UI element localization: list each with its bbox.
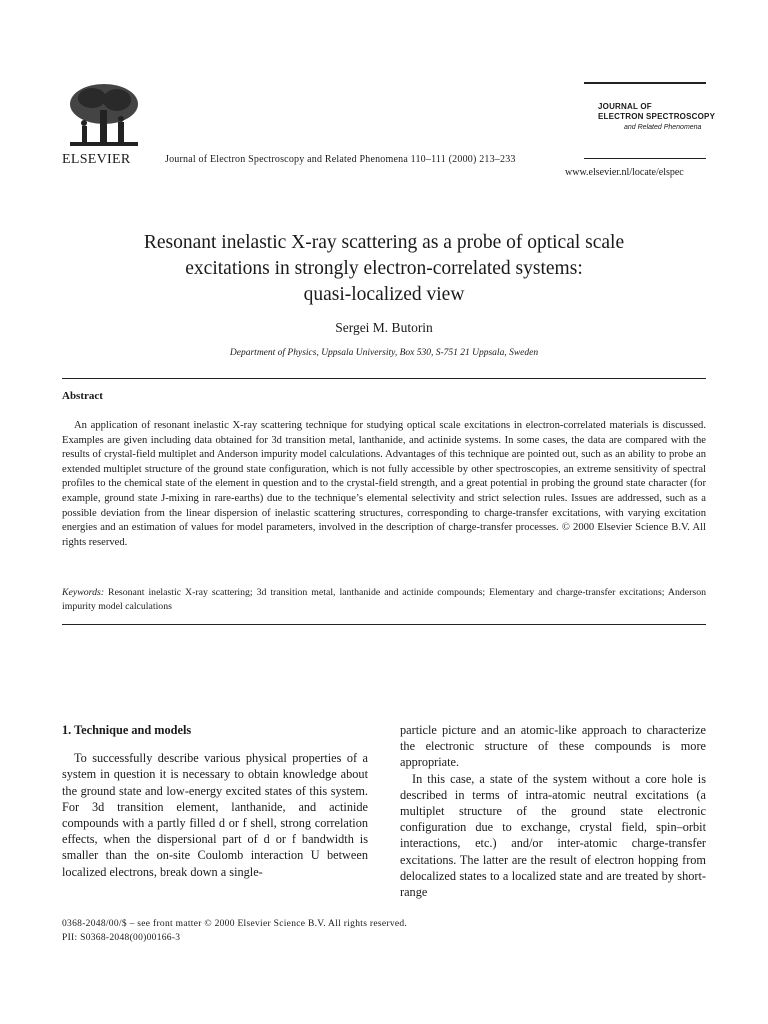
journal-citation: Journal of Electron Spectroscopy and Related Phenomena 110–111 (2000) 213–233	[165, 154, 516, 165]
abstract-heading: Abstract	[62, 390, 103, 402]
abstract-rule-top	[62, 378, 706, 379]
journal-box-title: JOURNAL OF ELECTRON SPECTROSCOPY	[598, 102, 716, 121]
journal-box-rule-top	[584, 82, 706, 84]
body-paragraph: particle picture and an atomic-like approach to characterize the electronic structure of these compounds is more appropriate.	[400, 723, 706, 770]
section-heading: 1. Technique and models	[62, 723, 192, 737]
body-paragraph: To successfully describe various physical properties of a system in question it is necessary to obtain knowledge about the ground state and low-energy excited states of this system. For 3d transition element, lanthanide, and actinide compounds with a partly filled d or f shell, strong correlation effects, when the dispersional part of d or f bandwidth is smaller than the on-site Coulomb interaction U between localized electrons, break down a single-	[62, 751, 368, 879]
keywords-text: Resonant inelastic X-ray scattering; 3d transition metal, lanthanide and actinide compounds; Elementary and charge-transfer excitations; Anderson impurity model calculations	[62, 587, 706, 612]
elsevier-tree-logo	[62, 80, 146, 152]
journal-box-subtitle: and Related Phenomena	[624, 124, 702, 131]
footer-copyright: 0368-2048/00/$ – see front matter © 2000 Elsevier Science B.V. All rights reserved. PII: S0368-2048(00)00166-3	[62, 919, 408, 943]
abstract-text: An application of resonant inelastic X-ray scattering technique for studying optical scale excitations in electron-correlated materials is discussed. Examples are given including data obtained for 3d transition metal, lanthanide, and actinide systems. In some cases, the data are compared with the results of crystal-field multiplet and Anderson impurity model calculations. Advantages of this technique are pointed out, such as an ability to probe an extended multiplet structure of the ground state configuration, which is not fully accessible by other spectroscopies, an extreme sensitivity of spectral profiles to the chemical state of the element in question and to the crystal-field strength, and a great potential in probing the ground state character (for example, ground state J-mixing in rare-earths) due to the technique’s elemental selectivity and strict selection rules. Issues are addressed, such as a possible deviation from the linear dispersion of inelastic scattering structures, corresponding to charge-transfer excitations, with varying excitation energies and an estimation of values for model parameters, involved in the description of charge-transfer processes. © 2000 Elsevier Science B.V. All rights reserved.	[62, 420, 706, 548]
body-column-right	[400, 722, 706, 900]
body-column-left	[62, 722, 368, 880]
journal-url[interactable]: www.elsevier.nl/locate/elspec	[565, 167, 684, 178]
author-name: Sergei M. Butorin	[335, 320, 433, 335]
author-affiliation: Department of Physics, Uppsala University, Box 530, S-751 21 Uppsala, Sweden	[229, 348, 539, 358]
journal-box-rule-bottom	[584, 158, 706, 159]
body-paragraph: In this case, a state of the system without a core hole is described in terms of intra-atomic neutral excitations (a multiplet structure of the ground state electronic configuration due to exchange, crystal field, spin–orbit interactions, etc.) and/or inter-atomic charge-transfer excitations. The latter are the result of electron hopping from delocalized states to a localized state and are treated by short-range	[400, 771, 706, 900]
keywords-label: Keywords:	[62, 587, 105, 598]
publisher-name: ELSEVIER	[62, 152, 131, 167]
abstract-rule-bottom	[62, 624, 706, 625]
keywords	[62, 586, 706, 614]
article-title: Resonant inelastic X-ray scattering as a probe of optical scale excitations in strongly electron-correlated systems: quasi-localized view	[143, 232, 625, 305]
